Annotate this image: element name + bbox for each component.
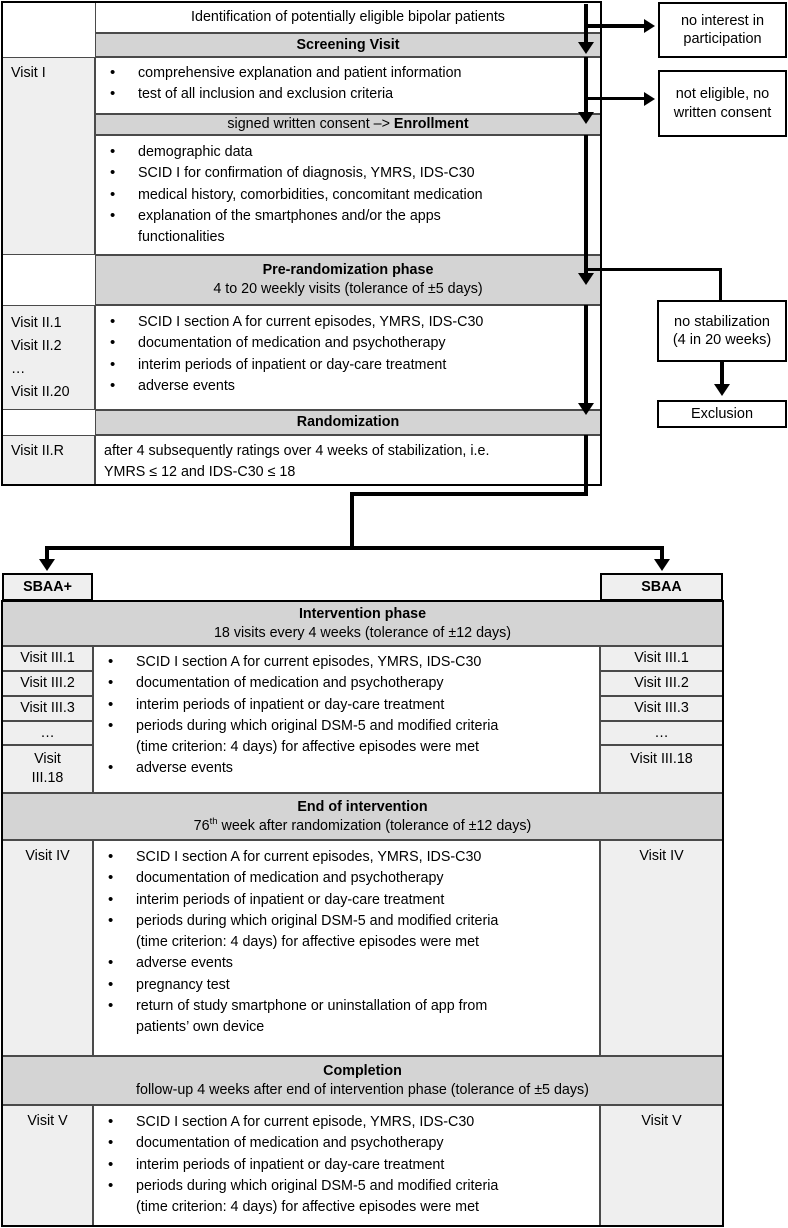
visit-v-right-label: Visit V [641,1113,682,1129]
list-item: • periods during which original DSM-5 and modified criteria [94,716,599,736]
row-screening-visit [95,33,601,57]
split-line-bottom [45,546,664,550]
arrow-down-to-randomization [578,403,594,415]
visit-iv-right [600,840,723,1056]
list-item: • adverse events [94,758,599,778]
enrollment-text: Enrollment [393,116,469,133]
completion-subtitle: follow-up 4 weeks after end of intervention phase (tolerance of ±5 days) [136,1081,589,1098]
pre-randomization-title: Pre-randomization phase [262,262,434,279]
end-of-intervention-title: End of intervention [297,798,428,815]
list-item: • adverse events [94,953,599,973]
list-item: • SCID I section A for current episode, YMRS, IDS-C30 [94,1112,599,1132]
exit-box-not-eligible [658,70,787,137]
branch-line-no-interest [584,24,646,28]
visit-iii-ellipsis-right: … [600,721,723,745]
visit-iii-3-left: Visit III.3 [2,696,93,721]
arrow-down-to-sbaa-plus [39,559,55,571]
visit-ii-2-label: Visit II.2 [11,338,62,355]
exclusion-connector-line [720,362,724,386]
row-pre-randomization-bullets [95,305,601,410]
list-item: • demographic data [96,142,600,162]
list-item: • documentation of medication and psychotherapy [94,673,599,693]
list-item-continuation: patients’ own device [136,1019,265,1036]
randomization-line1: after 4 subsequently ratings over 4 weeks of stabilization, i.e. [104,443,490,459]
visit-labels-visit-ii [2,305,95,410]
split-line-top [350,492,588,496]
no-interest-text: no interest in participation [680,12,765,47]
list-item-continuation: (time criterion: 4 days) for affective episodes were met [136,934,479,951]
spine-segment-3 [584,135,588,275]
arm-header-sbaa [600,573,723,601]
banner-randomization [95,410,601,435]
visit-iii-ellipsis-left: … [2,721,93,745]
banner-completion [2,1056,723,1105]
pre-randomization-subtitle: 4 to 20 weekly visits (tolerance of ±5 days) [213,281,483,297]
list-item-continuation: (time criterion: 4 days) for affective episodes were met [136,739,479,756]
visit-iii-1-left: Visit III.1 [2,646,93,671]
row-signed-consent [95,114,601,135]
visit-iv-left [2,840,93,1056]
exclusion-box [657,400,787,428]
list-item: • periods during which original DSM-5 and modified criteria [94,911,599,931]
list-item: • interim periods of inpatient or day-care treatment [94,1155,599,1175]
banner-end-of-intervention [2,793,723,840]
visit-iv-right-label: Visit IV [639,848,684,864]
visit-label-visit-ii-r [2,435,95,486]
list-item: • SCID I section A for current episodes, YMRS, IDS-C30 [94,847,599,867]
list-item: • medical history, comorbidities, concomitant medication [96,185,600,205]
row-randomization-criteria [95,435,601,486]
completion-title: Completion [323,1062,402,1079]
row-screening-bullets [95,57,601,114]
end-of-intervention-bullet-list [94,847,599,1039]
sbaa-label: SBAA [641,578,682,595]
enrollment-bullet-list [96,142,600,248]
arrow-down-to-prerandomization [578,273,594,285]
identification-text: Identification of potentially eligible bipolar patients [191,9,505,26]
list-item-continuation: functionalities [138,229,225,246]
list-item: • explanation of the smartphones and/or the apps [96,206,600,226]
arm-header-sbaa-plus [2,573,93,601]
arrow-down-to-exclusion [714,384,730,396]
list-item: • documentation of medication and psychotherapy [94,1133,599,1153]
pre-randomization-bullet-list [96,312,600,397]
list-item: • documentation of medication and psychotherapy [96,333,600,353]
list-item: • periods during which original DSM-5 and modified criteria [94,1176,599,1196]
screening-bullet-list [96,63,600,106]
exclusion-text: Exclusion [690,405,754,422]
list-item: • return of study smartphone or uninstallation of app from [94,996,599,1016]
branch-line-no-stabilization-h [584,268,722,271]
split-line-vertical [350,492,354,550]
intervention-title: Intervention phase [298,605,427,622]
visit-ii-r-label: Visit II.R [11,443,64,459]
visit-ii-20-label: Visit II.20 [11,384,70,401]
list-item-continuation: (time criterion: 4 days) for affective episodes were met [136,1199,479,1216]
branch-line-not-eligible [584,97,646,100]
randomization-text: Randomization [296,414,400,431]
visit-v-left-label: Visit V [27,1113,68,1129]
visit-label-visit-i [2,57,95,255]
list-item: • pregnancy test [94,975,599,995]
visit-ii-1-label: Visit II.1 [11,315,62,331]
row-end-of-intervention-bullets [93,840,600,1056]
randomization-line2: YMRS ≤ 12 and IDS-C30 ≤ 18 [104,463,296,480]
arrow-right-no-interest [644,19,655,33]
spine-segment-2 [584,57,588,114]
list-item: • SCID I section A for current episodes, YMRS, IDS-C30 [96,312,600,332]
list-item: • interim periods of inpatient or day-care treatment [96,355,600,375]
row-completion-bullets [93,1105,600,1226]
visit-v-left [2,1105,93,1226]
branch-line-no-stabilization-v [719,268,722,302]
banner-intervention-phase [2,601,723,646]
row-intervention-bullets [93,646,600,793]
completion-bullet-list [94,1112,599,1218]
list-item: • documentation of medication and psychotherapy [94,868,599,888]
visit-iii-2-left: Visit III.2 [2,671,93,696]
list-item: • interim periods of inpatient or day-care treatment [94,695,599,715]
no-stabilization-line1: no stabilization [674,313,770,330]
visit-v-right [600,1105,723,1226]
not-eligible-text: not eligible, no written consent [673,86,772,121]
spine-segment-5 [584,435,588,493]
list-item: • adverse events [96,376,600,396]
arrow-down-to-screening [578,42,594,54]
visit-iii-18-left [2,745,93,793]
no-stabilization-line2: (4 in 20 weeks) [672,332,772,348]
exit-box-no-interest [658,2,787,58]
consent-prefix-text: signed written consent –> [227,116,394,133]
visit-iv-left-label: Visit IV [25,848,70,864]
intervention-subtitle: 18 visits every 4 weeks (tolerance of ±12 days) [213,624,512,641]
visit-iii-18-left-line2: III.18 [31,770,64,786]
banner-pre-randomization [95,255,601,305]
visit-iii-18-left-line1: Visit [34,751,61,768]
arrow-down-to-consent [578,112,594,124]
list-item: • test of all inclusion and exclusion criteria [96,84,600,104]
list-item: • SCID I for confirmation of diagnosis, YMRS, IDS-C30 [96,163,600,183]
screening-visit-text: Screening Visit [296,36,400,53]
arrow-down-to-sbaa [654,559,670,571]
list-item: • interim periods of inpatient or day-care treatment [94,890,599,910]
list-item: • SCID I section A for current episodes, YMRS, IDS-C30 [94,652,599,672]
sbaa-plus-label: SBAA+ [23,578,72,595]
visit-i-label: Visit I [11,65,46,81]
row-enrollment-bullets [95,135,601,255]
visit-iii-1-right: Visit III.1 [600,646,723,671]
visit-ii-ellipsis-label: … [11,361,26,378]
end-of-intervention-subtitle: 76th week after randomization (tolerance of ±12 days) [193,816,532,834]
arrow-right-not-eligible [644,92,655,106]
visit-iii-3-right: Visit III.3 [600,696,723,721]
spine-segment-4 [584,305,588,405]
intervention-bullet-list [94,652,599,780]
visit-iii-2-right: Visit III.2 [600,671,723,696]
list-item: • comprehensive explanation and patient information [96,63,600,83]
row-identification [95,2,601,33]
visit-iii-18-right: Visit III.18 [600,745,723,793]
no-stabilization-box [657,300,787,362]
